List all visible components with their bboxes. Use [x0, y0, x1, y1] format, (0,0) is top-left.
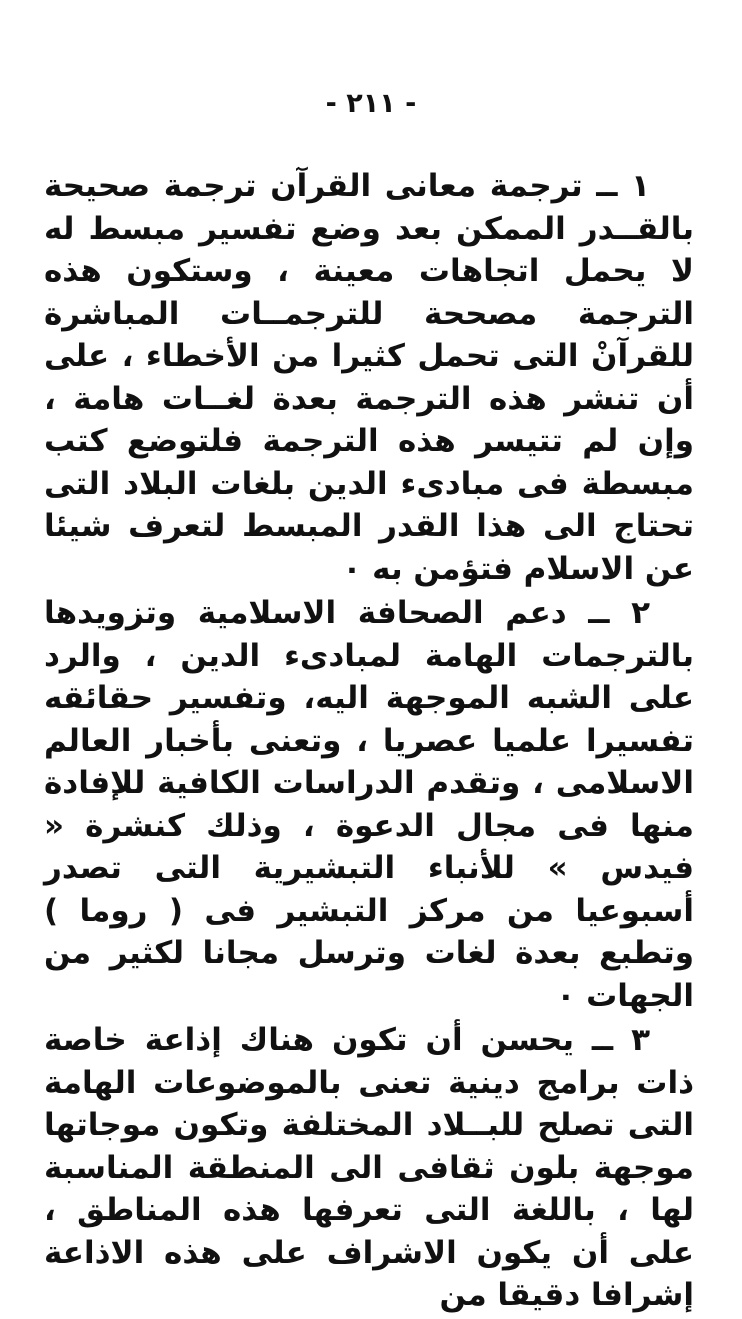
page-number: - ٢١١ -: [325, 88, 417, 119]
paragraph-2: ٢ ــ دعم الصحافة الاسلامية وتزويدها بالترجمات الهامة لمبادىء الدين ، والرد على الشبه الموجهة اليه، وتفسير حقائقه تفسيرا علميا عصريا ، وتعنى بأخبار العالم الاسلامى ، وتقدم الدراسات الكافية للإفادة منها فى مجال الدعوة ، وذلك كنشرة « فيدس » للأنباء التبشيرية التى تصدر أسبوعيا من مركز التبشير فى ( روما ) وتطبع بعدة لغات وترسل مجانا لكثير من الجهات ٠: [44, 595, 694, 1014]
paragraph-1: ١ ــ ترجمة معانى القرآن ترجمة صحيحة بالقــدر الممكن بعد وضع تفسير مبسط له لا يحمل اتجاهات معينة ، وستكون هذه الترجمة مصححة للترجمــات المباشرة للقرآنْ التى تحمل كثيرا من الأخطاء ، على أن تنشر هذه الترجمة بعدة لغــات هامة ، وإن لم تتيسر هذه الترجمة فلتوضع كتب مبسطة فى مبادىء الدين بلغات البلاد التى تحتاج الى هذا القدر المبسط لتعرف شيئا عن الاسلام فتؤمن به ٠: [44, 168, 694, 587]
paragraph-3: ٣ ــ يحسن أن تكون هناك إذاعة خاصة ذات برامج دينية تعنى بالموضوعات الهامة التى تصلح للبــلاد المختلفة وتكون موجاتها موجهة بلون ثقافى الى المنطقة المناسبة لها ، باللغة التى تعرفها هذه المناطق ، على أن يكون الاشراف على هذه الاذاعة إشرافا دقيقا من: [44, 1022, 694, 1313]
body-text: [44, 165, 694, 1319]
